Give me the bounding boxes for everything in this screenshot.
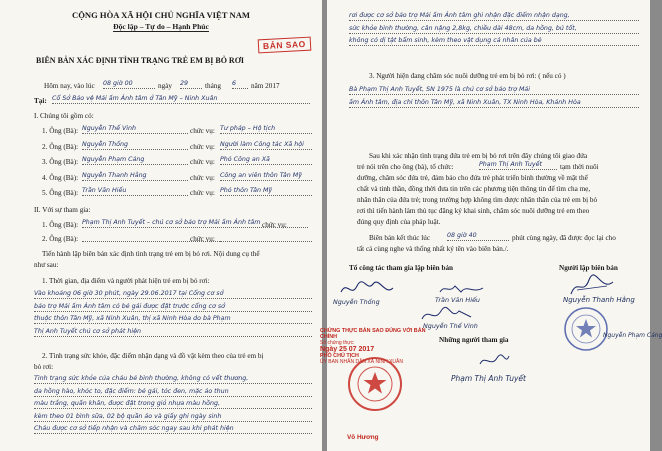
document-page-right [327, 0, 662, 451]
document-page-left [0, 0, 322, 451]
signer-name-right-2: Nguyễn Phạm Cảng [603, 332, 662, 339]
intro-month: 6 [232, 80, 248, 89]
item3-line: Bà Phạm Thị Anh Tuyết, SN 1975 là chủ cơ sở bảo trợ Mái [349, 86, 639, 95]
intro-text: Hôm nay, vào lúc [44, 82, 95, 90]
para-line-1: Sau khi xác nhận tình trạng đứa trẻ em bị bỏ rơi trên đây chúng tôi giao đứa [369, 152, 588, 160]
continued-line: rơi được cơ sở bảo trợ Mái ấm Ánh tâm ghi nhận đặc điểm nhận dạng, [349, 12, 639, 21]
item3-line: ấm Ánh tâm, địa chỉ thôn Tân Mỹ, xã Ninh Xuân, TX Ninh Hòa, Khánh Hòa [349, 99, 639, 108]
item2-line: Tình trạng sức khỏe của cháu bé bình thường, không có vết thương, [34, 375, 312, 384]
witness-name: Phạm Thị Anh Tuyết – chủ cơ sở bảo trợ Mái ấm Ánh tâm [82, 219, 308, 228]
closing-prefix: Biên bản kết thúc lúc [369, 234, 431, 242]
place-value: Cổ Sở Bảo vệ Mái ấm Ánh tâm ở Tân Mỹ – Ninh Xuân [52, 95, 310, 104]
member-role-label: chức vụ: [190, 173, 215, 182]
member-name: Nguyễn Thống [82, 141, 188, 150]
intro-time: 08 giờ 00 [103, 80, 155, 89]
member-role-label: chức vụ: [190, 158, 215, 166]
member-role-label: chức vụ: [190, 127, 215, 135]
member-label: 5. Ông (Bà): [42, 189, 79, 197]
member-role: Phó Công an Xã [220, 156, 312, 165]
nation-heading: CỘNG HÒA XÃ HỘI CHỦ NGHĨA VIỆT NAM [71, 10, 251, 20]
member-role-label: chức vụ: [190, 189, 215, 197]
stamp-officer: Võ Hương [347, 434, 379, 441]
participant-signature [477, 352, 511, 370]
certification-stamp [320, 328, 430, 365]
witness-role [220, 233, 312, 242]
para-line-4: chất và tinh thần, đồng thời đưa tin trên các phương tiện thông tin để tìm cha mẹ, [357, 185, 591, 193]
signers-heading-left: Tổ công tác tham gia lập biên bản [349, 264, 454, 272]
document-title: BIÊN BẢN XÁC ĐỊNH TÌNH TRẠNG TRẺ EM BỊ BỎ RƠI [36, 56, 245, 65]
item1-line: Thị Anh Tuyết chủ cơ sở phát hiện [34, 328, 312, 337]
signers-heading-right: Người lập biên bản [559, 264, 618, 272]
stamp-line-3: Ngày 25 07 2017 [320, 345, 375, 353]
member-role-label: chức vụ: [190, 142, 215, 151]
signature-1 [337, 278, 397, 300]
para-line-2: trẻ nói trên cho ông (bà), tổ chức: [357, 163, 454, 171]
witness-label: 2. Ông (Bà): [42, 235, 79, 243]
item2-label-1: 2. Tình trạng sức khỏe, đặc điểm nhận dạng và đồ vật kèm theo của trẻ em bị [42, 352, 264, 360]
stamp-line-4: PHÓ CHỦ TỊCH [320, 352, 359, 359]
member-name: Trần Văn Hiếu [82, 187, 188, 196]
proceed-line-2: như sau: [34, 261, 59, 269]
copy-stamp: BẢN SAO [258, 37, 311, 54]
member-label: 1. Ông (Bà): [42, 127, 79, 135]
item2-line: màu trắng, quấn khăn, được đặt trong giỏ nhựa màu hồng, [34, 400, 312, 409]
signer-name-1: Nguyễn Thống [333, 298, 380, 306]
participant-name: Phạm Thị Anh Tuyết [451, 374, 526, 383]
member-role: Tư pháp – Hộ tịch [220, 125, 312, 134]
stamp-line-5: ỦY BAN NHÂN DÂN XÃ NINH XUÂN [320, 359, 403, 366]
stamp-line-2: Số chứng thực: [320, 340, 355, 347]
item1-line: bảo trợ Mái ấm Ánh tâm có bé gái được đặt trước cổng cơ sở [34, 303, 312, 312]
signer-name-3: Nguyễn Thế Vinh [423, 322, 478, 330]
section-witness-heading: II. Với sự tham gia: [34, 206, 91, 214]
para-line-6: rơi thì tiến hành làm thủ tục đăng ký khai sinh, chăm sóc nuôi dưỡng trẻ em theo [357, 207, 590, 215]
member-label: 4. Ông (Bà): [42, 173, 79, 182]
caretaker-name: Phạm Thị Anh Tuyết [479, 161, 557, 170]
signer-name-2: Trần Văn Hiếu [435, 296, 480, 304]
intro-day: 29 [180, 80, 202, 89]
member-role: Công an viên thôn Tân Mỹ [220, 172, 312, 181]
section-members-heading: I. Chúng tôi gồm có: [34, 112, 94, 120]
para-line-2b: tạm thời nuôi [560, 163, 599, 171]
witness-role-label: chức vụ: [262, 221, 287, 229]
member-role: Phó thôn Tân Mỹ [220, 187, 312, 196]
closing-suffix: phút cùng ngày, đã được đọc lại cho [512, 234, 616, 242]
intro-year: năm 2017 [251, 82, 280, 90]
participants-heading: Những người tham gia [439, 336, 509, 344]
para-line-3: dưỡng, chăm sóc đứa trẻ, đảm bảo cho đứa trẻ phát triển bình thường về mặt thể [357, 174, 588, 182]
item2-label-2: bỏ rơi: [34, 363, 54, 371]
closing-line-2: tất cả cùng nghe và thống nhất ký tên vào biên bản./. [357, 245, 509, 253]
continued-line: sức khỏe bình thường, cân nặng 2,8kg, chiều dài 48cm, da hồng, bú tốt, [349, 25, 639, 34]
para-line-5: nhân thân của đứa trẻ; trong trường hợp không tìm được nhân thân của trẻ em bị bỏ [357, 196, 598, 204]
member-name: Nguyễn Phạm Cảng [82, 156, 188, 165]
member-name: Nguyễn Thế Vinh [82, 125, 188, 134]
item1-label: 1. Thời gian, địa điểm và người phát hiện trẻ em bị bỏ rơi: [42, 277, 210, 285]
item1-line: Vào khoảng 06 giờ 30 phút, ngày 29.06.2017 tại Cổng cơ sở [34, 290, 312, 299]
item1-line: thuộc thôn Tân Mỹ, xã Ninh Xuân, thị xã Ninh Hòa do bà Phạm [34, 315, 312, 324]
item2-line: Cháu được cơ sở tiếp nhận và chăm sóc ngay sau khi phát hiện [34, 425, 312, 434]
member-name: Nguyễn Thanh Hằng [82, 172, 188, 181]
motto: Độc lập – Tự do – Hạnh Phúc [113, 22, 209, 31]
signer-name-right: Nguyễn Thanh Hằng [563, 296, 635, 304]
proceed-line-1: Tiến hành lập biên bản xác định tình trạng trẻ em bị bỏ rơi. Nội dung cụ thể [42, 250, 260, 258]
member-label: 2. Ông (Bà): [42, 142, 79, 151]
item2-line: kèm theo 01 bình sữa, 02 bộ quần áo và giấy ghi ngày sinh [34, 413, 312, 422]
signature-right [567, 276, 617, 298]
witness-label: 1. Ông (Bà): [42, 221, 79, 229]
item2-line: da hồng hào, khóc to, đặc điểm: bé gái, tóc đen, mặc áo thun [34, 388, 312, 397]
intro-month-label: tháng [205, 82, 221, 90]
place-label: Tại: [34, 97, 47, 105]
closing-time: 08 giờ 40 [447, 232, 509, 241]
continued-line: không có dị tật bẩm sinh, kèm theo vật dụng cá nhân của bé [349, 37, 639, 46]
intro-day-label: ngày [158, 82, 172, 90]
witness-role-label: chức vụ: [190, 235, 215, 243]
para-line-7: đúng quy định của pháp luật. [357, 218, 441, 226]
item3-label: 3. Người hiện đang chăm sóc nuôi dưỡng trẻ em bị bỏ rơi: ( nếu có ) [369, 72, 566, 80]
stamp-line-1: CHỨNG THỰC BẢN SAO ĐÚNG VỚI BẢN CHÍNH [320, 328, 426, 341]
member-label: 3. Ông (Bà): [42, 158, 79, 166]
member-role: Người làm Công tác Xã hội [220, 141, 312, 150]
